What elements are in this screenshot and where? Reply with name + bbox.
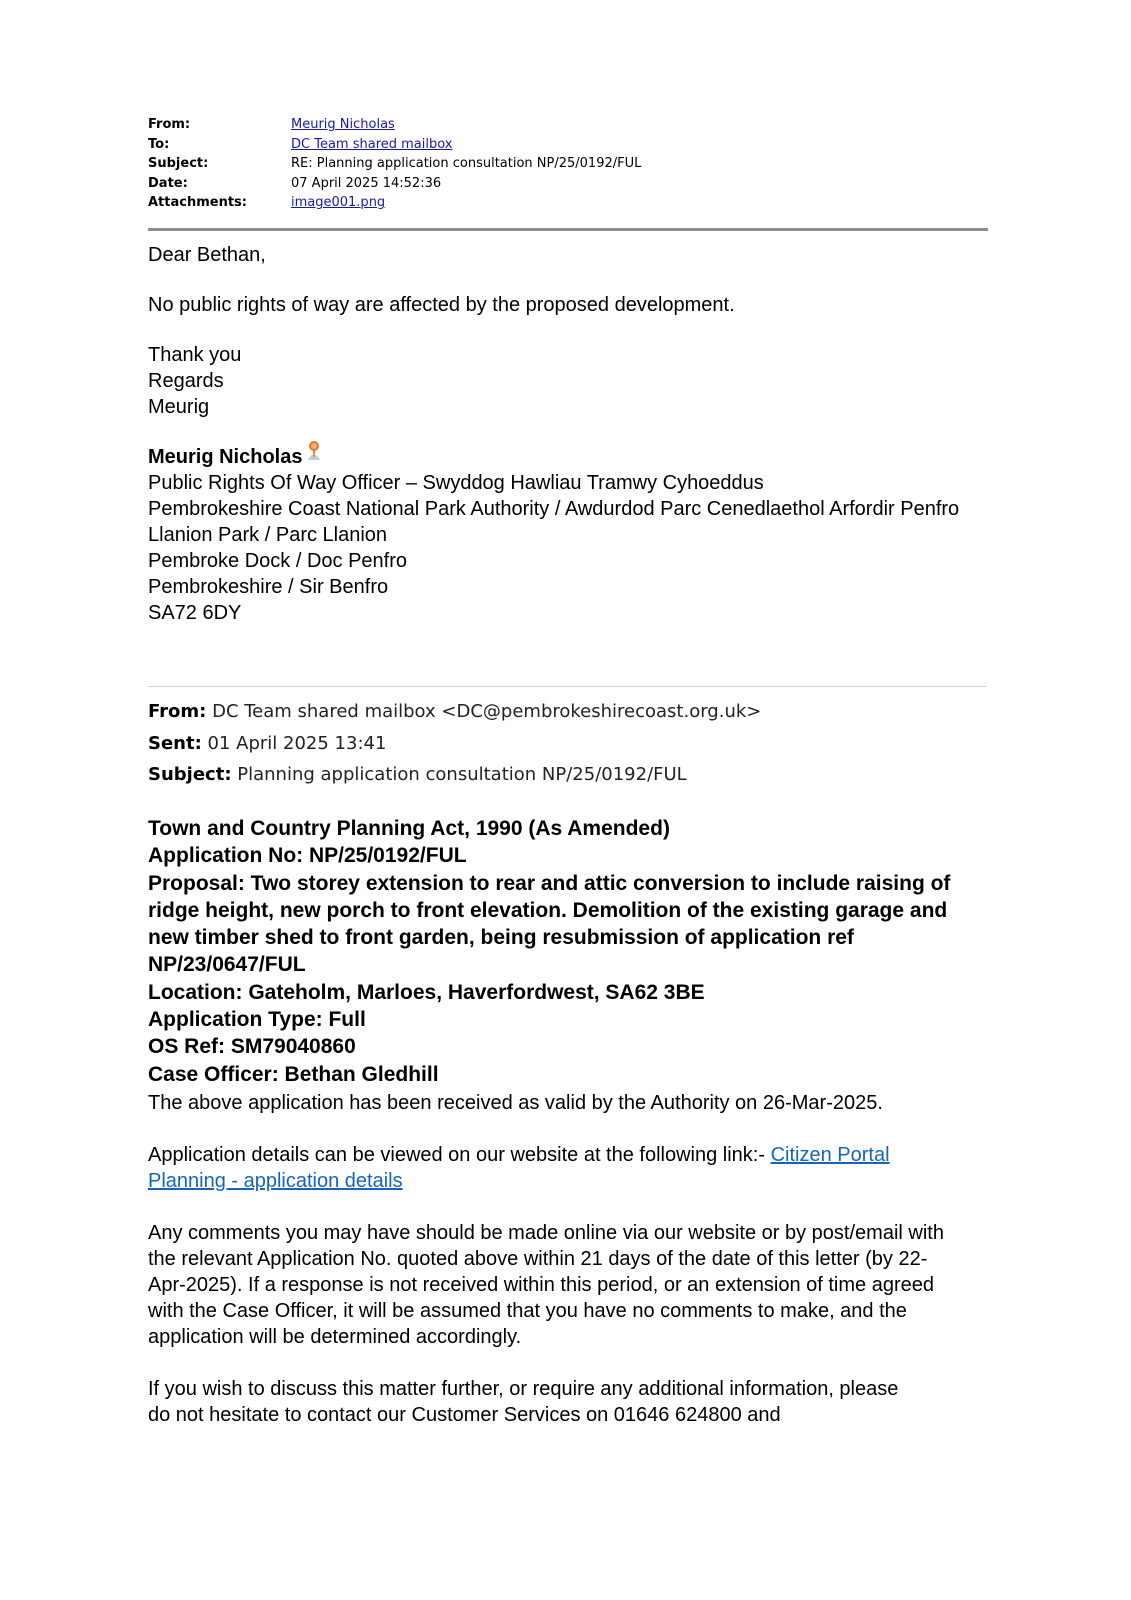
- comments-paragraph: Any comments you may have should be made online via our website or by post/email with the relevant Application No. quoted above within 21 days of the date of this letter (by 22-Apr-2025). If a response is not received within this period, or an extension of time agreed with the Case Officer, it will be assumed that you have no comments to make, and the application will be determined accordingly.: [148, 1222, 944, 1348]
- notice-body: [148, 1090, 944, 1428]
- signature-postcode: SA72 6DY: [148, 602, 242, 624]
- header-date-row: [148, 174, 988, 194]
- email-header: [148, 115, 988, 213]
- header-divider: [148, 228, 988, 231]
- contact-person-icon: [306, 440, 322, 460]
- forwarded-subject-row: [148, 759, 978, 791]
- planning-act: Town and Country Planning Act, 1990 (As Amended): [148, 817, 670, 840]
- to-link[interactable]: DC Team shared mailbox: [291, 136, 453, 152]
- reply-message: No public rights of way are affected by the proposed development.: [148, 294, 735, 316]
- discuss-paragraph: If you wish to discuss this matter further, or require any additional information, please do not hesitate to contact our Customer Services on 01646 624800 and: [148, 1378, 899, 1426]
- closing-regards: Regards: [148, 370, 224, 392]
- forwarded-sent-row: [148, 728, 978, 760]
- signature-organisation: Pembrokeshire Coast National Park Authority / Awdurdod Parc Cenedlaethol Arfordir Penfro: [148, 498, 960, 520]
- forwarded-from-row: [148, 696, 978, 728]
- application-details: [148, 815, 978, 1088]
- os-reference: OS Ref: SM79040860: [148, 1035, 356, 1059]
- application-number: Application No: NP/25/0192/FUL: [148, 844, 467, 868]
- from-link[interactable]: Meurig Nicholas: [291, 117, 395, 132]
- application-type: Application Type: Full: [148, 1008, 366, 1032]
- subject-label: Subject:: [148, 156, 209, 171]
- greeting: Dear Bethan,: [148, 244, 266, 266]
- signature-address-3: Pembrokeshire / Sir Benfro: [148, 576, 389, 598]
- forwarded-subject-value: Planning application consultation NP/25/0192/FUL: [237, 764, 687, 785]
- signature-block: [148, 444, 978, 626]
- signature-address-1: Llanion Park / Parc Llanion: [148, 524, 388, 546]
- signature-title: Public Rights Of Way Officer – Swyddog Hawliau Tramwy Cyhoeddus: [148, 472, 764, 494]
- closing-name: Meurig: [148, 396, 210, 418]
- header-subject-row: [148, 154, 988, 174]
- reply-body: [148, 242, 978, 626]
- header-from-row: [148, 115, 988, 135]
- from-label: From:: [148, 117, 191, 132]
- attachments-label: Attachments:: [148, 195, 247, 210]
- header-attachments-row: [148, 193, 988, 213]
- to-label: To:: [148, 136, 170, 152]
- forwarded-from-label: From:: [148, 701, 207, 722]
- case-officer: Case Officer: Bethan Gledhill: [148, 1062, 439, 1086]
- forward-divider: [148, 686, 986, 687]
- forwarded-from-value: DC Team shared mailbox <DC@pembrokeshirecoast.org.uk>: [212, 701, 762, 722]
- details-paragraph: [148, 1142, 923, 1194]
- attachment-link[interactable]: image001.png: [291, 195, 386, 210]
- forwarded-sent-label: Sent:: [148, 732, 202, 754]
- date-value: 07 April 2025 14:52:36: [291, 175, 442, 191]
- subject-value: RE: Planning application consultation NP/25/0192/FUL: [291, 156, 642, 171]
- date-label: Date:: [148, 175, 188, 191]
- citizen-portal-link[interactable]: Citizen Portal Planning - application details: [148, 1144, 890, 1192]
- forwarded-subject-label: Subject:: [148, 764, 232, 785]
- forwarded-header: [148, 696, 978, 791]
- details-prefix: Application details can be viewed on our website at the following link:-: [148, 1144, 771, 1166]
- application-location: Location: Gateholm, Marloes, Haverfordwest, SA62 3BE: [148, 980, 705, 1004]
- signature-address-2: Pembroke Dock / Doc Penfro: [148, 550, 407, 572]
- signature-name: Meurig Nicholas: [148, 446, 303, 468]
- header-to-row: [148, 135, 988, 155]
- forwarded-sent-value: 01 April 2025 13:41: [207, 732, 387, 754]
- closing-thanks: Thank you: [148, 344, 242, 366]
- application-proposal: Proposal: Two storey extension to rear and attic conversion to include raising of ridge height, new porch to front elevation. Demolition of the existing garage and new timber shed to front garden, being resubmission of application ref NP/23/0647/FUL: [148, 871, 951, 977]
- received-notice: The above application has been received as valid by the Authority on 26-Mar-2025.: [148, 1092, 883, 1114]
